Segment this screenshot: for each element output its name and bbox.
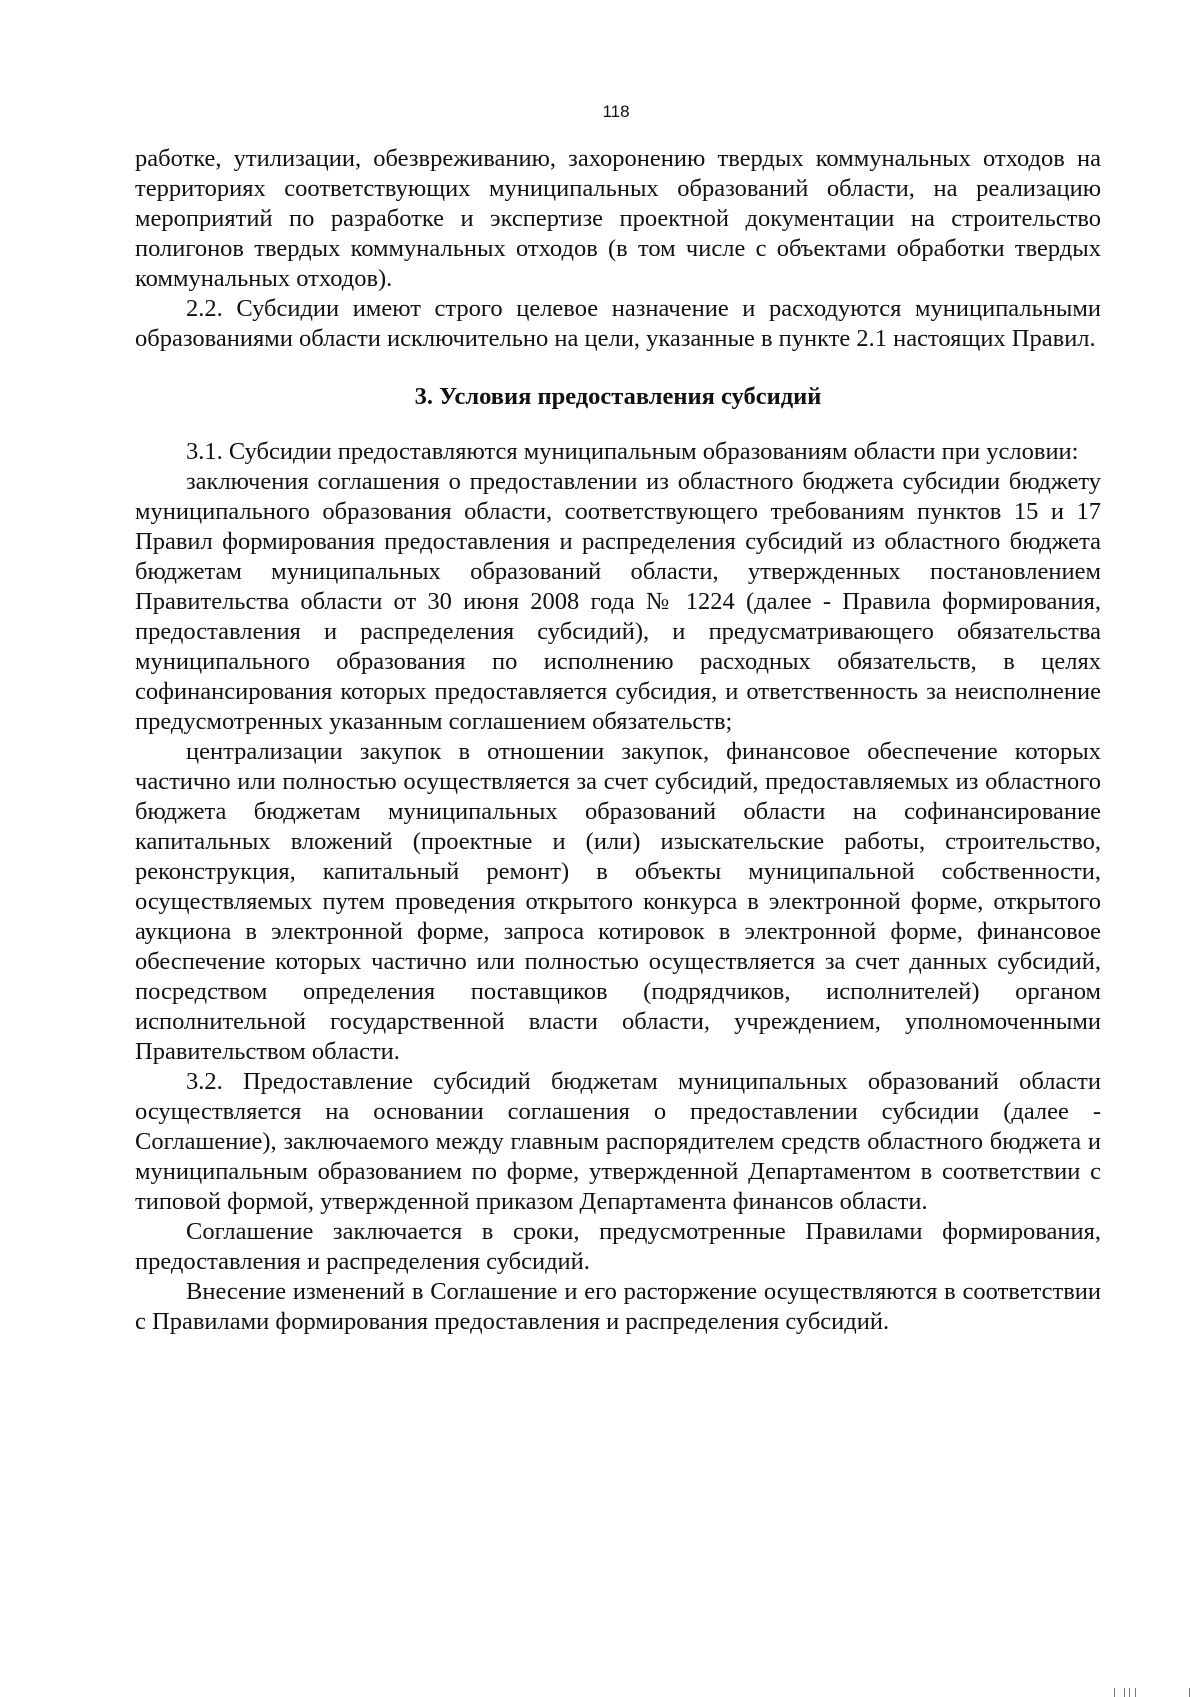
paragraph-procurement-condition: централизации закупок в отношении закупок, финансовое обеспечение которых частично или полностью осуществляется за счет субсидий, предоставляемых из областного бюджета бюджетам муниципальных образований области на софинансирование капитальных вложений (проектные и (или) изыскательские работы, строительство, реконструкция, капитальный ремонт) в объекты муниципальной собственности, осуществляемых путем проведения открытого конкурса в электронной форме, открытого аукциона в электронной форме, запроса котировок в электронной форме, финансовое обеспечение которых частично или полностью осуществляется за счет данных субсидий, посредством определения поставщиков (подрядчиков, исполнителей) органом исполнительной государственной власти области, учреждением, уполномоченными Правительством области. [135, 738, 1101, 1065]
scan-edge-marks [1110, 1685, 1190, 1697]
document-body [135, 144, 1101, 1337]
paragraph-3-2: 3.2. Предоставление субсидий бюджетам муниципальных образований области осуществляется на основании соглашения о предоставлении субсидии (далее - Соглашение), заключаемого между главным распорядителем средств областного бюджета и муниципальным образованием по форме, утвержденной Департаментом в соответствии с типовой формой, утвержденной приказом Департамента финансов области. [135, 1068, 1101, 1215]
paragraph-3-1: 3.1. Субсидии предоставляются муниципальным образованиям области при условии: [186, 438, 1079, 465]
scan-edge-mark [1189, 1688, 1190, 1697]
section-heading: 3. Условия предоставления субсидий [414, 383, 822, 410]
scan-edge-mark [1129, 1688, 1130, 1697]
paragraph-continuation: работке, утилизации, обезвреживанию, захоронению твердых коммунальных отходов на территориях соответствующих муниципальных образований области, на реализацию мероприятий по разработке и экспертизе проектной документации на строительство полигонов твердых коммунальных отходов (в том числе с объектами обработки твердых коммунальных отходов). [135, 145, 1101, 292]
page-number: 118 [602, 102, 630, 121]
paragraph-agreement-condition: заключения соглашения о предоставлении из областного бюджета субсидии бюджету муниципального образования области, соответствующего требованиям пунктов 15 и 17 Правил формирования предоставления и распределения субсидий из областного бюджета бюджетам муниципальных образований области, утвержденных постановлением Правительства области от 30 июня 2008 года № 1224 (далее - Правила формирования, предоставления и распределения субсидий), и предусматривающего обязательства муниципального образования по исполнению расходных обязательств, в целях софинансирования которых предоставляется субсидия, и ответственность за неисполнение предусмотренных указанным соглашением обязательств; [135, 468, 1101, 735]
scan-edge-mark [1114, 1688, 1115, 1697]
paragraph-2-2: 2.2. Субсидии имеют строго целевое назначение и расходуются муниципальными образованиями области исключительно на цели, указанные в пункте 2.1 настоящих Правил. [135, 295, 1101, 352]
scan-edge-mark [1135, 1688, 1136, 1697]
paragraph-agreement-changes: Внесение изменений в Соглашение и его расторжение осуществляются в соответствии с Правилами формирования предоставления и распределения субсидий. [135, 1278, 1101, 1335]
paragraph-agreement-deadline: Соглашение заключается в сроки, предусмотренные Правилами формирования, предоставления и распределения субсидий. [135, 1218, 1101, 1275]
scan-edge-mark [1124, 1688, 1125, 1697]
